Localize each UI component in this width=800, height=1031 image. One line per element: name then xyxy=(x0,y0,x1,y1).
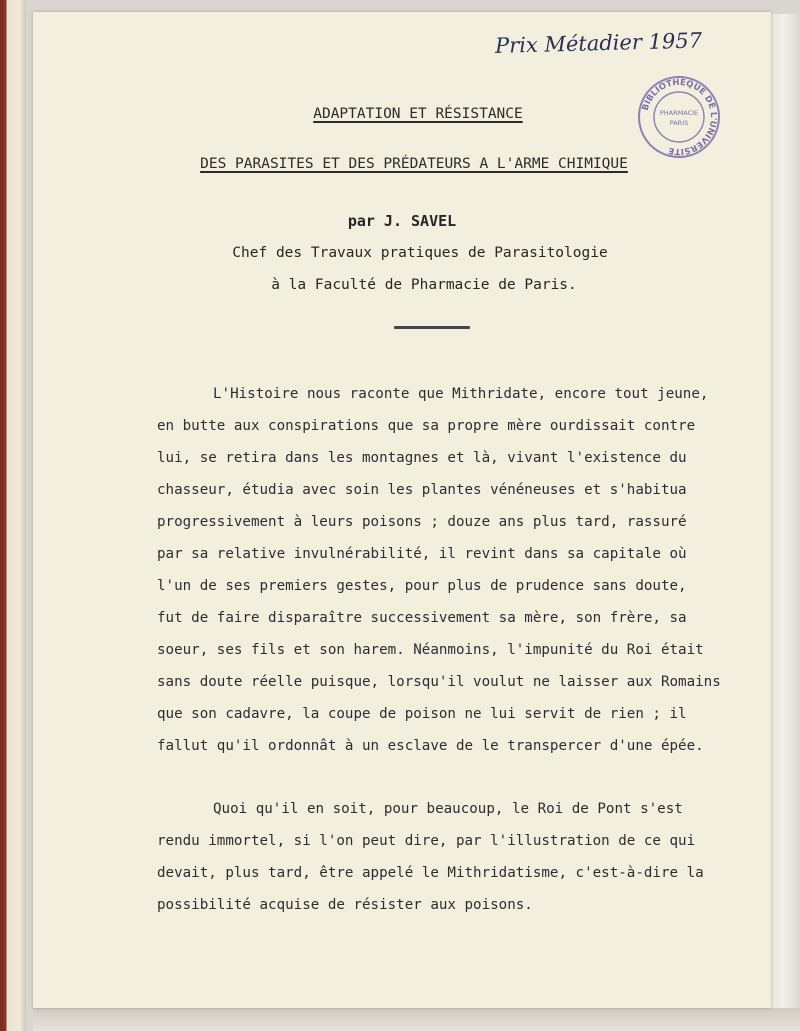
text-line: fallut qu'il ordonnât à un esclave de le transpercer d'une épée. xyxy=(157,738,704,754)
text-line: lui, se retira dans les montagnes et là, vivant l'existence du xyxy=(157,450,687,466)
text-line: possibilité acquise de résister aux poisons. xyxy=(157,897,533,913)
handwritten-note: Prix Métadier 1957 xyxy=(494,28,703,58)
paragraph-2 xyxy=(157,793,775,921)
svg-text:PHARMACIE: PHARMACIE xyxy=(659,109,699,117)
text-line: devait, plus tard, être appelé le Mithridatisme, c'est-à-dire la xyxy=(157,865,704,881)
book-binding-edge xyxy=(0,0,26,1031)
text-line: fut de faire disparaître successivement sa mère, son frère, sa xyxy=(157,610,687,626)
text-line: Quoi qu'il en soit, pour beaucoup, le Roi de Pont s'est xyxy=(213,801,683,817)
text-line: par sa relative invulnérabilité, il revint dans sa capitale où xyxy=(157,546,687,562)
text-line: en butte aux conspirations que sa propre mère ourdissait contre xyxy=(157,418,696,434)
text-line: sans doute réelle puisque, lorsqu'il voulut ne laisser aux Romains xyxy=(157,674,721,690)
text-line: chasseur, étudia avec soin les plantes vénéneuses et s'habitua xyxy=(157,482,687,498)
author-byline: par J. SAVEL xyxy=(347,212,457,230)
document-page xyxy=(33,12,771,1008)
author-affiliation-line-2: à la Faculté de Pharmacie de Paris. xyxy=(271,277,577,293)
text-line: rendu immortel, si l'on peut dire, par l'illustration de ce qui xyxy=(157,833,696,849)
text-line: L'Histoire nous raconte que Mithridate, encore tout jeune, xyxy=(213,386,709,402)
bottom-page-edge xyxy=(33,1008,800,1031)
text-line: l'un de ses premiers gestes, pour plus de prudence sans doute, xyxy=(157,578,687,594)
svg-text:PARIS: PARIS xyxy=(669,119,689,127)
document-title-line-2: DES PARASITES ET DES PRÉDATEURS A L'ARME CHIMIQUE xyxy=(200,156,628,172)
text-line: progressivement à leurs poisons ; douze ans plus tard, rassuré xyxy=(157,514,687,530)
document-title-line-1: ADAPTATION ET RÉSISTANCE xyxy=(313,106,523,122)
author-affiliation-line-1: Chef des Travaux pratiques de Parasitologie xyxy=(232,245,608,261)
paragraph-1 xyxy=(157,378,775,762)
text-line: que son cadavre, la coupe de poison ne lui servit de rien ; il xyxy=(157,706,687,722)
svg-text:BIBLIOTHÈQUE DE L'UNIVERSITÉ: BIBLIOTHÈQUE DE L'UNIVERSITÉ xyxy=(640,77,719,157)
text-line: soeur, ses fils et son harem. Néanmoins, l'impunité du Roi était xyxy=(157,642,704,658)
title-separator xyxy=(394,326,470,329)
